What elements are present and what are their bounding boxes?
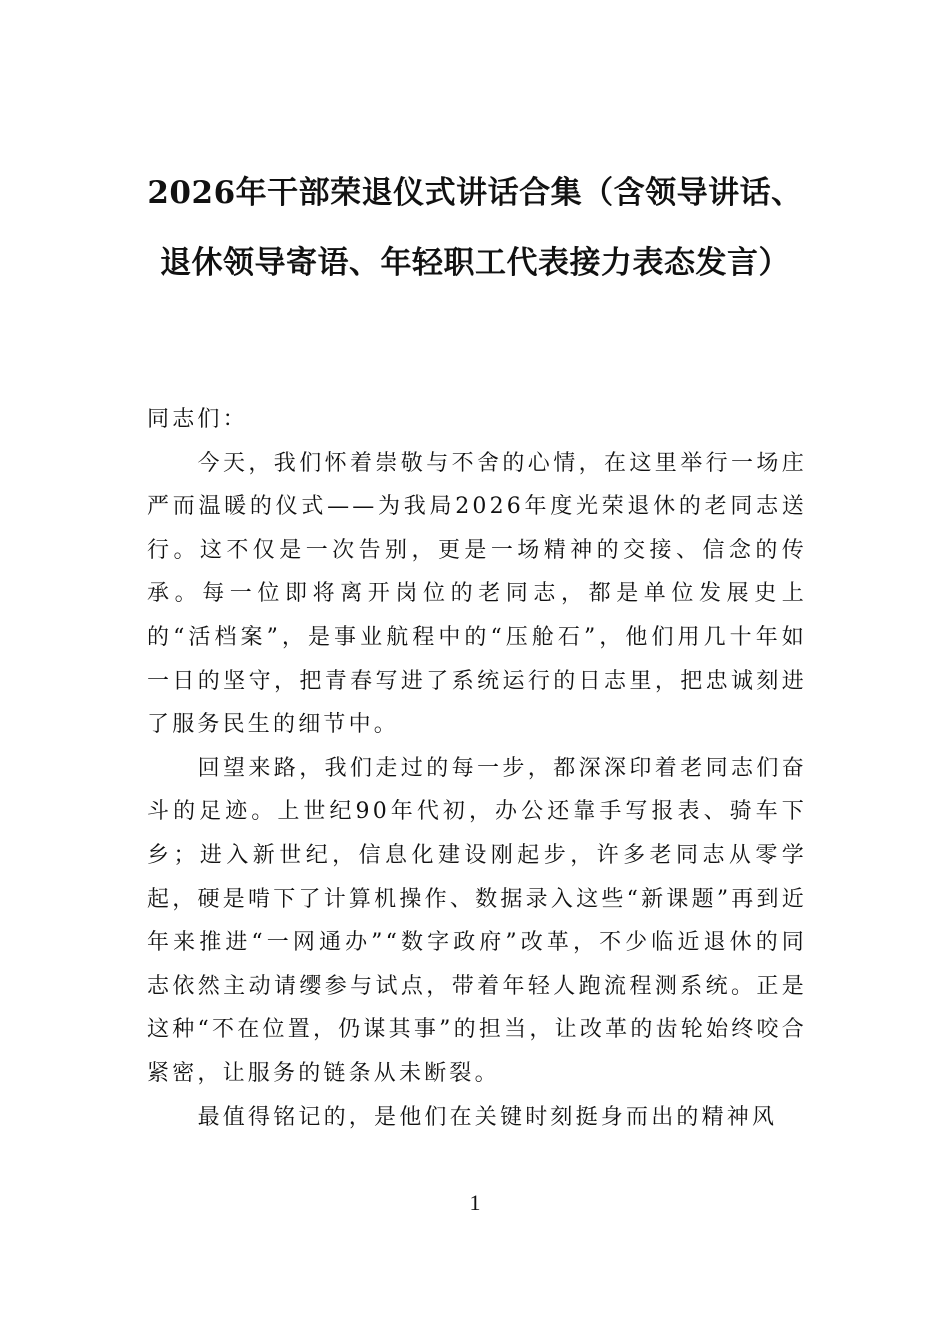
document-title: 2026年干部荣退仪式讲话合集（含领导讲话、退休领导寄语、年轻职工代表接力表态发言） <box>147 175 803 281</box>
document-body <box>147 398 807 1139</box>
paragraph: 回望来路，我们走过的每一步，都深深印着老同志们奋斗的足迹。上世纪90年代初，办公还靠手写报表、骑车下乡；进入新世纪，信息化建设刚起步，许多老同志从零学起，硬是啃下了计算机操作、数据录入这些“新课题”再到近年来推进“一网通办”“数字政府”改革，不少临近退休的同志依然主动请缨参与试点，带着年轻人跑流程测系统。正是这种“不在位置，仍谋其事”的担当，让改革的齿轮始终咬合紧密，让服务的链条从未断裂。 <box>147 755 807 1086</box>
salutation: 同志们： <box>147 407 248 432</box>
paragraph: 最值得铭记的，是他们在关键时刻挺身而出的精神风 <box>197 1104 778 1130</box>
paragraph: 今天，我们怀着崇敬与不舍的心情，在这里举行一场庄严而温暖的仪式——为我局2026年度光荣退休的老同志送行。这不仅是一次告别，更是一场精神的交接、信念的传承。每一位即将离开岗位的老同志，都是单位发展史上的“活档案”，是事业航程中的“压舱石”，他们用几十年如一日的坚守，把青春写进了系统运行的日志里，把忠诚刻进了服务民生的细节中。 <box>147 450 807 738</box>
page-number: 1 <box>469 1190 481 1215</box>
